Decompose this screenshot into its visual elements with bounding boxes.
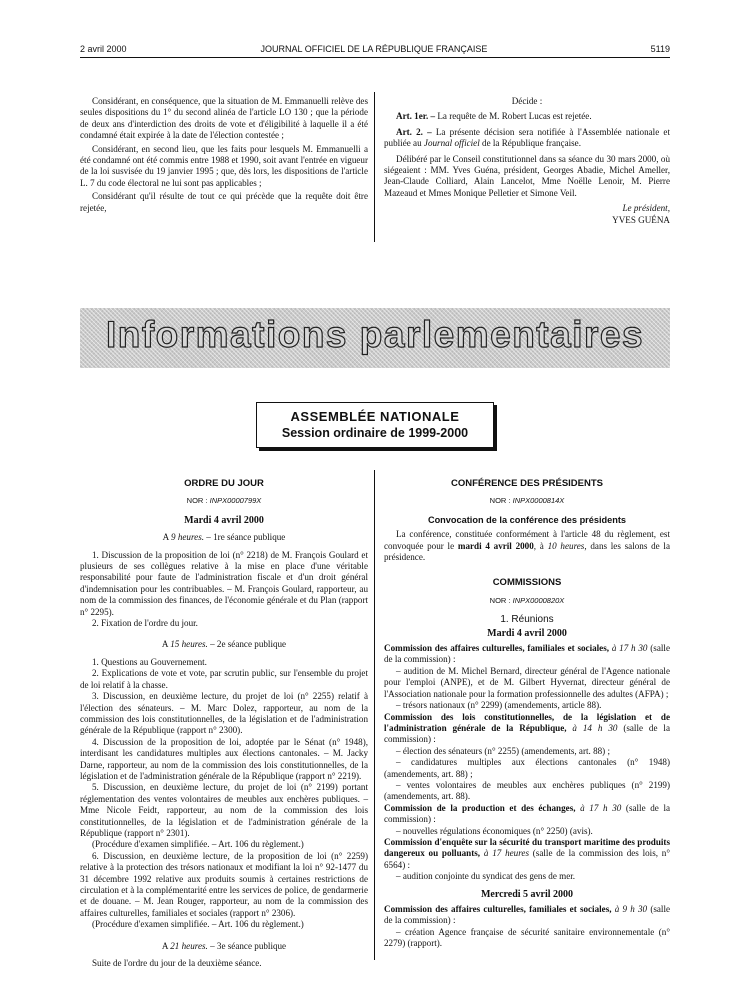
commission-place: (salle de la commission) : (384, 722, 670, 745)
assemblee-box (256, 402, 494, 448)
agenda-item: 1. Questions au Gouvernement. (92, 656, 207, 667)
commission-place: (salle de la commission des lois, n° 6564) : (384, 848, 670, 870)
commission-time: à 17 h 30 (611, 643, 648, 654)
nor-label: NOR : (186, 496, 208, 506)
day-heading: Mardi 4 avril 2000 (184, 514, 264, 526)
top-column-divider (374, 92, 375, 242)
nor-reference (384, 595, 670, 606)
nor-code: INPX0000799X (209, 496, 262, 506)
commission-place: (salle de la commission) : (384, 904, 671, 926)
agenda-subitem: – audition de M. Michel Bernard, directeur général de l'Agence nationale pour l'emploi (ANPE), et de M. Gilbert Hyvernat, directeur général de l'Association nationale pour la formation professionnelle des adultes (AFPA) ; (384, 665, 670, 699)
day-heading: Mercredi 5 avril 2000 (480, 888, 574, 900)
conv-text: , dans les salons de la présidence. (384, 540, 670, 563)
day-heading: Mardi 4 avril 2000 (487, 627, 567, 639)
seance-label: – 3e séance publique (210, 940, 287, 951)
decide-heading: Décide : (511, 96, 543, 106)
commission-entry (384, 712, 670, 746)
commissions-title: COMMISSIONS (492, 577, 562, 589)
agenda-item: 3. Discussion, en deuxième lecture, du projet de loi (n° 2255) relatif à l'élection des sénateurs. – M. Marc Dolez, rapporteur, au nom de la commission des lois constitutionnelles, de la législation et de l'administration générale de la République (rapport n° 2300). (80, 691, 368, 736)
agenda-subitem: – nouvelles régulations économiques (n° 2250) (avis). (396, 825, 593, 836)
commission-place: (salle de la commission) : (384, 643, 670, 665)
commission-entry (384, 803, 670, 826)
seance-heading (80, 532, 368, 543)
agenda-item: 4. Discussion de la proposition de loi, adoptée par le Sénat (n° 1948), interdisant les candidatures multiples aux élections cantonales. – M. Jacky Darne, rapporteur, au nom de la commission des lois constitutionnelles, de la législation et de l'administration générale de la République (rapport n° 2219). (80, 736, 368, 781)
president-label (384, 203, 670, 214)
agenda-subitem: – création Agence française de sécurité sanitaire environnementale (n° 2279) (rapport). (384, 926, 670, 949)
banner-title: Informations parlementaires (105, 314, 645, 355)
top-right-column (384, 96, 670, 226)
commission-name: Commission des affaires culturelles, familiales et sociales, (384, 643, 610, 654)
commission-name: Commission des lois constitutionnelles, de la législation et de l'administration générale de la République, (384, 711, 670, 733)
nor-code: INPX0000820X (512, 595, 565, 605)
convocation-heading: Convocation de la conférence des présidents (427, 514, 627, 525)
commission-time: à 14 h 30 (572, 722, 618, 733)
article-1-label: Art. 1er. – (396, 111, 436, 122)
agenda-item: (Procédure d'examen simplifiée. – Art. 106 du règlement.) (92, 919, 304, 930)
seance-heading (80, 941, 368, 952)
article-1-text: La requête de M. Robert Lucas est rejetée. (437, 111, 592, 122)
agenda-item: Suite de l'ordre du jour de la deuxième séance. (92, 958, 262, 969)
agenda-item: 1. Discussion de la proposition de loi (n° 2218) de M. François Goulard et plusieurs de ses collègues relative à la mise en place d'une véritable responsabilité pour faute de l'administration fiscale et d'un droit général d'indemnisation pour les contribuables. – M. François Goulard, rapporteur, au nom de la commission des finances, de l'économie générale et du Plan (rapport n° 2295). (80, 549, 368, 617)
agenda-item: 2. Explications de vote et vote, par scrutin public, sur l'ensemble du projet de loi relatif à la chasse. (80, 668, 368, 690)
agenda-item: (Procédure d'examen simplifiée. – Art. 106 du règlement.) (92, 839, 304, 850)
agenda-subitem: – candidatures multiples aux élections cantonales (n° 1948) (amendements, art. 88) ; (384, 757, 670, 779)
seance-heading (80, 639, 368, 650)
signature: YVES GUÉNA (612, 214, 670, 225)
header-rule (80, 57, 670, 58)
president-text: Le président, (622, 203, 670, 214)
conv-text: La conférence, constituée conformément à l'article 48 du règlement, est convoquée pour le (384, 529, 670, 551)
reunions-heading: 1. Réunions (500, 614, 554, 626)
commission-name: Commission de la production et des échanges, (384, 802, 576, 813)
seance-prefix: A (161, 639, 168, 650)
article-2-label: Art. 2. – (396, 126, 432, 137)
ordre-du-jour-column (80, 478, 368, 969)
delibere-paragraph: Délibéré par le Conseil constitutionnel dans sa séance du 30 mars 2000, où siégeaient : MM. Yves Guéna, président, Georges Abadie, Michel Ameller, Jean-Claude Colliard, Alain Lancelot, Mme Noëlle Lenoir, M. Pierre Mazeaud et Mmes Monique Pelletier et Simone Veil. (384, 153, 670, 198)
seance-prefix: A (162, 532, 169, 543)
agenda-subitem: – audition conjointe du syndicat des gens de mer. (396, 871, 576, 882)
agenda-item: 6. Discussion, en deuxième lecture, de la proposition de loi (n° 2259) relative à la protection des trésors nationaux et modifiant la loi n° 92-1477 du 31 décembre 1992 relative aux produits soumis à certaines restrictions de circulation et à la complémentarité entre les services de police, de gendarmerie et de douane. – M. Jean Rouger, rapporteur, au nom de la commission des affaires culturelles, familiales et sociales (rapport n° 2306). (80, 850, 368, 918)
header-journal-title: JOURNAL OFFICIEL DE LA RÉPUBLIQUE FRANÇAISE (260, 44, 488, 54)
paragraph: Considérant, en second lieu, que les faits pour lesquels M. Emmanuelli a été condamné ont été commis entre 1988 et 1990, soit avant l'entrée en vigueur de la loi susvisée du 19 janvier 1995 ; que, dès lors, les dispositions de l'article L. 7 du code électoral ne lui sont pas applicables ; (80, 143, 368, 188)
agenda-subitem: – élection des sénateurs (n° 2255) (amendements, art. 88) ; (396, 745, 610, 756)
convocation-text (384, 529, 670, 563)
commission-place: (salle de la commission) : (384, 802, 671, 825)
conference-column (384, 478, 670, 950)
commission-entry (384, 904, 670, 927)
paragraph: Considérant qu'il résulte de tout ce qui précède que la requête doit être rejetée, (80, 191, 368, 213)
paragraph: Considérant, en conséquence, que la situation de M. Emmanuelli relève des seules dispositions du 1° du second alinéa de l'article LO 130 ; que la période de deux ans d'interdiction des droits de vote et d'éligibilité à laquelle il a été condamné était expirée à la date de l'élection contestée ; (80, 96, 368, 141)
conv-time: 10 heures (547, 540, 585, 551)
commission-time: à 9 h 30 (614, 904, 648, 914)
agenda-item: 2. Fixation de l'ordre du jour. (92, 618, 198, 629)
commission-name: Commission d'enquête sur la sécurité du transport maritime des produits dangereux ou polluants, (384, 836, 670, 859)
commission-entry (384, 837, 670, 871)
article-1 (384, 111, 670, 122)
agenda-subitem: – ventes volontaires de meubles aux enchères publiques (n° 2199) (amendements, art. 88). (384, 779, 670, 802)
header-date: 2 avril 2000 (80, 44, 127, 54)
nor-reference (384, 495, 670, 506)
header-page-number: 5119 (650, 44, 670, 54)
top-left-column (80, 96, 368, 214)
seance-time: 21 heures. (170, 940, 208, 951)
commission-name: Commission des affaires culturelles, familiales et sociales, (384, 904, 612, 914)
seance-time: 15 heures. (170, 639, 208, 650)
conv-text: , à (533, 540, 544, 551)
commission-time: à 17 h 30 (580, 802, 622, 813)
nor-code: INPX0000814X (512, 496, 565, 506)
article-2 (384, 127, 670, 150)
article-2-text: La présente décision sera notifiée à l'Assemblée nationale et publiée au (384, 126, 670, 149)
box-subtitle: Session ordinaire de 1999-2000 (281, 426, 469, 440)
bottom-column-divider (374, 470, 375, 960)
box-title: ASSEMBLÉE NATIONALE (290, 409, 460, 424)
section-banner (80, 308, 670, 368)
section-title: ORDRE DU JOUR (184, 478, 264, 489)
section-title: CONFÉRENCE DES PRÉSIDENTS (450, 478, 604, 489)
nor-reference (80, 495, 368, 506)
seance-time: 9 heures. (171, 532, 205, 543)
agenda-item: 5. Discussion, en deuxième lecture, du projet de loi (n° 2199) portant réglementation des ventes volontaires de meubles aux enchères publiques. – Mme Nicole Feidt, rapporteur, au nom de la commission des lois constitutionnelles, de la législation et de l'administration générale de la République (rapport n° 2301). (80, 782, 368, 838)
commission-time: à 17 heures (483, 848, 529, 859)
seance-label: – 1re séance publique (206, 532, 286, 543)
journal-officiel: Journal officiel (423, 138, 480, 149)
nor-label: NOR : (489, 595, 511, 605)
nor-label: NOR : (489, 496, 511, 506)
seance-label: – 2e séance publique (210, 639, 287, 650)
agenda-subitem: – trésors nationaux (n° 2299) (amendements, article 88). (396, 700, 602, 711)
article-2-text-end: de la République française. (482, 138, 581, 149)
conv-date: mardi 4 avril 2000 (457, 540, 534, 551)
commission-entry (384, 643, 670, 666)
seance-prefix: A (161, 940, 168, 951)
